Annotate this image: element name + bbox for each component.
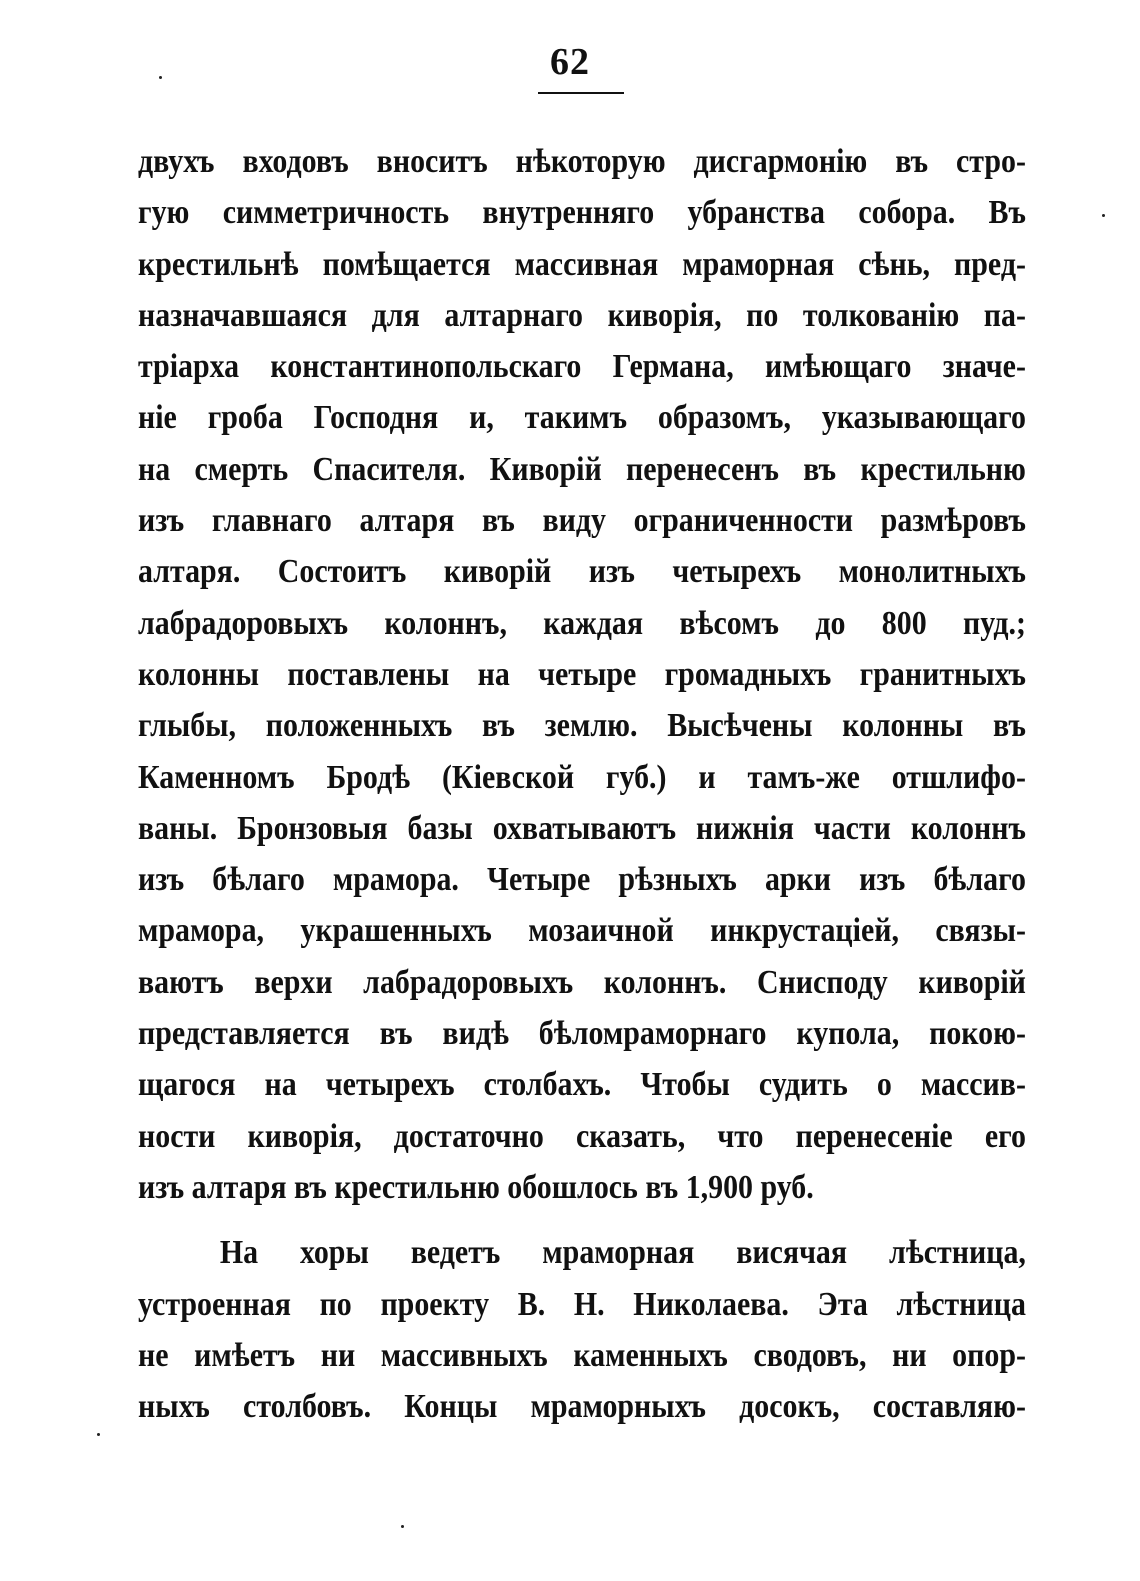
text-line: изъ алтаря въ крестильню обошлось въ 1,900 руб. bbox=[138, 1168, 814, 1206]
print-speck bbox=[97, 1433, 100, 1436]
text-line: ваютъ верхи лабрадоровыхъ колоннъ. Снисподу киворій bbox=[138, 963, 1026, 1001]
text-line: назначавшаяся для алтарнаго киворія, по толкованію па- bbox=[138, 296, 1026, 334]
body-text bbox=[138, 136, 1026, 1432]
text-line: ныхъ столбовъ. Концы мраморныхъ досокъ, составляю- bbox=[138, 1388, 1026, 1426]
text-line: ваны. Бронзовыя базы охватываютъ нижнія части колоннъ bbox=[138, 809, 1026, 847]
text-line: двухъ входовъ вноситъ нѣкоторую дисгармонію въ стро- bbox=[138, 143, 1026, 180]
text-line: ніе гроба Господня и, такимъ образомъ, указывающаго bbox=[138, 399, 1026, 437]
text-line: колонны поставлены на четыре громадныхъ гранитныхъ bbox=[138, 655, 1026, 693]
text-line: изъ главнаго алтаря въ виду ограниченности размѣровъ bbox=[138, 502, 1026, 540]
text-line: изъ бѣлаго мрамора. Четыре рѣзныхъ арки изъ бѣлаго bbox=[138, 861, 1026, 899]
text-line: глыбы, положенныхъ въ землю. Высѣчены колонны въ bbox=[138, 707, 1026, 745]
text-line: гую симметричность внутренняго убранства собора. Въ bbox=[138, 194, 1026, 232]
paragraph bbox=[138, 136, 1026, 1213]
text-line: Каменномъ Бродѣ (Кіевской губ.) и тамъ-же отшлифо- bbox=[138, 758, 1026, 796]
text-line: на смерть Спасителя. Киворій перенесенъ въ крестильню bbox=[138, 450, 1026, 488]
text-line: тріарха константинопольскаго Германа, имѣющаго значе- bbox=[138, 348, 1026, 386]
text-line: щагося на четырехъ столбахъ. Чтобы судить о массив- bbox=[138, 1066, 1026, 1104]
text-line: алтаря. Состоитъ киворій изъ четырехъ монолитныхъ bbox=[138, 553, 1026, 591]
text-line: не имѣетъ ни массивныхъ каменныхъ сводовъ, ни опор- bbox=[138, 1336, 1026, 1374]
print-speck bbox=[1102, 214, 1105, 217]
text-line: мрамора, украшенныхъ мозаичной инкрустаціей, связы- bbox=[138, 912, 1026, 950]
text-line: устроенная по проекту В. Н. Николаева. Эта лѣстница bbox=[138, 1285, 1026, 1323]
text-line: представляется въ видѣ бѣломраморнаго купола, покою- bbox=[138, 1015, 1026, 1053]
text-line: крестильнѣ помѣщается массивная мраморная сѣнь, пред- bbox=[138, 245, 1026, 283]
print-speck bbox=[159, 76, 162, 79]
page-number: 62 bbox=[550, 41, 590, 83]
text-line: лабрадоровыхъ колоннъ, каждая вѣсомъ до 800 пуд.; bbox=[138, 604, 1026, 642]
print-speck bbox=[401, 1525, 404, 1528]
paragraph bbox=[138, 1227, 1026, 1432]
page-number-underline bbox=[538, 92, 624, 94]
text-line: На хоры ведетъ мраморная висячая лѣстница, bbox=[219, 1234, 1026, 1272]
text-line: ности киворія, достаточно сказать, что перенесеніе его bbox=[138, 1117, 1026, 1155]
paragraph-gap bbox=[138, 1213, 1026, 1227]
